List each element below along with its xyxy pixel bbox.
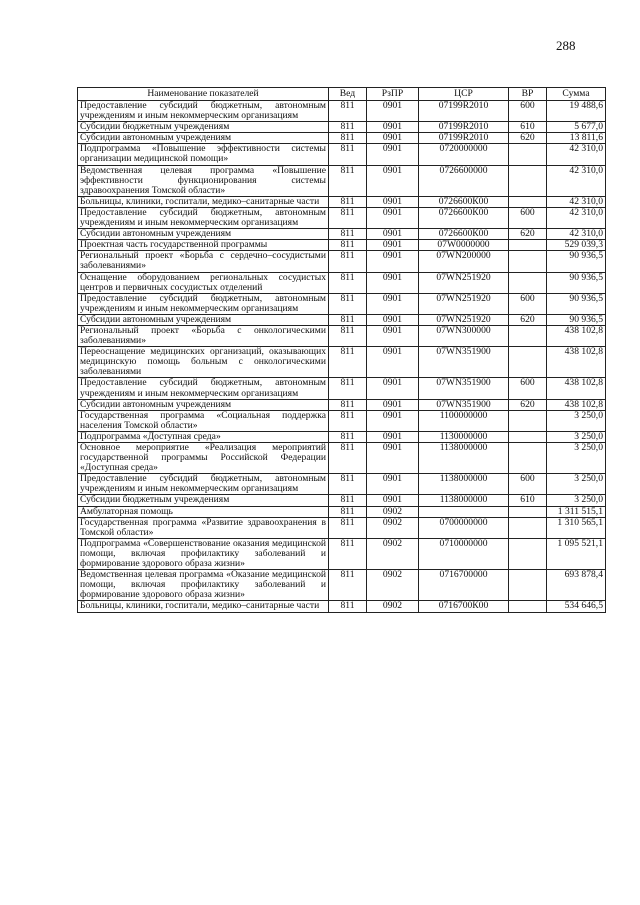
header-sum: Сумма [547, 88, 606, 101]
table-row [78, 410, 606, 431]
cell-csr: 1138000000 [419, 474, 509, 495]
table-row [78, 314, 606, 325]
cell-csr: 07WN351900 [419, 399, 509, 410]
cell-rzpr: 0901 [367, 443, 419, 474]
cell-ved: 811 [329, 314, 367, 325]
cell-rzpr: 0901 [367, 293, 419, 314]
cell-csr: 07WN251920 [419, 293, 509, 314]
cell-csr: 0710000000 [419, 538, 509, 569]
table-row [78, 443, 606, 474]
cell-ved: 811 [329, 495, 367, 506]
table-row [78, 165, 606, 196]
cell-name: Предоставление субсидий бюджетным, автономным учреждениям и иным некоммерческим организациям [78, 207, 329, 228]
cell-rzpr: 0901 [367, 325, 419, 346]
cell-sum: 534 646,5 [547, 601, 606, 612]
table-row [78, 431, 606, 442]
cell-sum: 42 310,0 [547, 196, 606, 207]
header-csr: ЦСР [419, 88, 509, 101]
cell-vr [509, 506, 547, 517]
cell-vr: 620 [509, 314, 547, 325]
cell-csr: 0726600К00 [419, 196, 509, 207]
cell-csr: 0720000000 [419, 144, 509, 165]
cell-sum: 3 250,0 [547, 474, 606, 495]
cell-ved: 811 [329, 144, 367, 165]
cell-csr: 0716700000 [419, 570, 509, 601]
cell-ved: 811 [329, 293, 367, 314]
cell-rzpr: 0902 [367, 506, 419, 517]
cell-ved: 811 [329, 101, 367, 122]
cell-sum: 13 811,6 [547, 133, 606, 144]
budget-table [77, 87, 606, 613]
cell-rzpr: 0901 [367, 207, 419, 228]
table-row [78, 495, 606, 506]
cell-csr: 07WN251920 [419, 314, 509, 325]
cell-csr: 07WN300000 [419, 325, 509, 346]
cell-ved: 811 [329, 538, 367, 569]
cell-sum: 5 677,0 [547, 122, 606, 133]
cell-vr: 610 [509, 495, 547, 506]
cell-name: Предоставление субсидий бюджетным, автономным учреждениям и иным некоммерческим организациям [78, 474, 329, 495]
cell-name: Больницы, клиники, госпитали, медико–санитарные части [78, 196, 329, 207]
cell-ved: 811 [329, 517, 367, 538]
cell-sum: 1 311 515,1 [547, 506, 606, 517]
table-row [78, 347, 606, 378]
cell-rzpr: 0901 [367, 347, 419, 378]
cell-ved: 811 [329, 410, 367, 431]
cell-rzpr: 0902 [367, 538, 419, 569]
cell-rzpr: 0901 [367, 133, 419, 144]
cell-sum: 3 250,0 [547, 410, 606, 431]
cell-ved: 811 [329, 443, 367, 474]
cell-rzpr: 0902 [367, 570, 419, 601]
cell-ved: 811 [329, 347, 367, 378]
cell-vr [509, 517, 547, 538]
cell-vr [509, 251, 547, 272]
cell-name: Подпрограмма «Повышение эффективности системы организации медицинской помощи» [78, 144, 329, 165]
cell-vr [509, 410, 547, 431]
cell-name: Проектная часть государственной программы [78, 240, 329, 251]
cell-rzpr: 0901 [367, 495, 419, 506]
cell-csr: 07199R2010 [419, 101, 509, 122]
cell-csr: 0726600К00 [419, 229, 509, 240]
cell-sum: 693 878,4 [547, 570, 606, 601]
cell-rzpr: 0901 [367, 272, 419, 293]
cell-csr: 1100000000 [419, 410, 509, 431]
table-row [78, 272, 606, 293]
cell-sum: 42 310,0 [547, 144, 606, 165]
cell-sum: 3 250,0 [547, 495, 606, 506]
cell-vr [509, 165, 547, 196]
cell-name: Оснащение оборудованием региональных сосудистых центров и первичных сосудистых отделений [78, 272, 329, 293]
cell-csr: 07199R2010 [419, 133, 509, 144]
table-header [78, 88, 606, 101]
cell-vr [509, 325, 547, 346]
cell-name: Субсидии автономным учреждениям [78, 314, 329, 325]
cell-vr [509, 272, 547, 293]
cell-name: Региональный проект «Борьба с сердечно–сосудистыми заболеваниями» [78, 251, 329, 272]
cell-name: Подпрограмма «Доступная среда» [78, 431, 329, 442]
cell-sum: 42 310,0 [547, 207, 606, 228]
cell-rzpr: 0901 [367, 229, 419, 240]
cell-name: Больницы, клиники, госпитали, медико–санитарные части [78, 601, 329, 612]
cell-ved: 811 [329, 207, 367, 228]
cell-vr: 620 [509, 229, 547, 240]
table-row [78, 122, 606, 133]
cell-vr [509, 144, 547, 165]
cell-ved: 811 [329, 601, 367, 612]
cell-sum: 438 102,8 [547, 378, 606, 399]
cell-vr [509, 601, 547, 612]
cell-rzpr: 0902 [367, 517, 419, 538]
cell-name: Ведомственная целевая программа «Оказание медицинской помощи, включая профилактику заболеваний и формирование здорового образа жизни» [78, 570, 329, 601]
table-row [78, 207, 606, 228]
cell-sum: 438 102,8 [547, 399, 606, 410]
cell-rzpr: 0901 [367, 378, 419, 399]
cell-rzpr: 0901 [367, 399, 419, 410]
table-row [78, 144, 606, 165]
cell-vr: 600 [509, 474, 547, 495]
cell-sum: 3 250,0 [547, 431, 606, 442]
cell-name: Государственная программа «Развитие здравоохранения в Томской области» [78, 517, 329, 538]
cell-csr: 07W0000000 [419, 240, 509, 251]
cell-vr: 610 [509, 122, 547, 133]
table-row [78, 538, 606, 569]
cell-sum: 1 095 521,1 [547, 538, 606, 569]
cell-rzpr: 0901 [367, 410, 419, 431]
cell-ved: 811 [329, 399, 367, 410]
cell-ved: 811 [329, 122, 367, 133]
table-row [78, 251, 606, 272]
cell-rzpr: 0901 [367, 144, 419, 165]
cell-ved: 811 [329, 229, 367, 240]
cell-ved: 811 [329, 196, 367, 207]
table-row [78, 101, 606, 122]
table-row [78, 133, 606, 144]
cell-vr [509, 538, 547, 569]
table-row [78, 601, 606, 612]
cell-csr: 07199R2010 [419, 122, 509, 133]
cell-ved: 811 [329, 240, 367, 251]
cell-name: Государственная программа «Социальная поддержка населения Томской области» [78, 410, 329, 431]
cell-name: Субсидии бюджетным учреждениям [78, 122, 329, 133]
cell-rzpr: 0901 [367, 474, 419, 495]
cell-csr: 1138000000 [419, 495, 509, 506]
cell-sum: 90 936,5 [547, 251, 606, 272]
cell-name: Основное мероприятие «Реализация мероприятий государственной программы Российской Федерации «Доступная среда» [78, 443, 329, 474]
header-row [78, 88, 606, 101]
cell-vr [509, 431, 547, 442]
cell-vr [509, 347, 547, 378]
page-number: 288 [556, 38, 576, 53]
cell-name: Субсидии автономным учреждениям [78, 133, 329, 144]
table-row [78, 517, 606, 538]
cell-vr [509, 570, 547, 601]
cell-vr: 600 [509, 101, 547, 122]
cell-vr: 620 [509, 133, 547, 144]
cell-csr [419, 506, 509, 517]
cell-ved: 811 [329, 165, 367, 196]
header-rzpr: РзПР [367, 88, 419, 101]
cell-rzpr: 0901 [367, 431, 419, 442]
cell-csr: 1130000000 [419, 431, 509, 442]
cell-name: Предоставление субсидий бюджетным, автономным учреждениям и иным некоммерческим организациям [78, 378, 329, 399]
cell-ved: 811 [329, 272, 367, 293]
cell-sum: 438 102,8 [547, 347, 606, 378]
table-row [78, 293, 606, 314]
cell-vr [509, 240, 547, 251]
cell-sum: 90 936,5 [547, 293, 606, 314]
cell-sum: 438 102,8 [547, 325, 606, 346]
cell-name: Субсидии бюджетным учреждениям [78, 495, 329, 506]
cell-sum: 529 039,3 [547, 240, 606, 251]
cell-vr: 600 [509, 293, 547, 314]
cell-csr: 0716700К00 [419, 601, 509, 612]
cell-csr: 07WN351900 [419, 378, 509, 399]
cell-vr [509, 443, 547, 474]
cell-csr: 0726600000 [419, 165, 509, 196]
cell-csr: 07WN200000 [419, 251, 509, 272]
cell-ved: 811 [329, 325, 367, 346]
cell-rzpr: 0901 [367, 165, 419, 196]
cell-rzpr: 0901 [367, 251, 419, 272]
cell-name: Переоснащение медицинских организаций, оказывающих медицинскую помощь больным с онкологическими заболеваниями [78, 347, 329, 378]
table-row [78, 399, 606, 410]
table-row [78, 325, 606, 346]
cell-ved: 811 [329, 570, 367, 601]
cell-sum: 42 310,0 [547, 165, 606, 196]
table-row [78, 196, 606, 207]
table-row [78, 378, 606, 399]
cell-sum: 90 936,5 [547, 272, 606, 293]
cell-ved: 811 [329, 251, 367, 272]
cell-name: Предоставление субсидий бюджетным, автономным учреждениям и иным некоммерческим организациям [78, 101, 329, 122]
table-row [78, 570, 606, 601]
cell-rzpr: 0901 [367, 122, 419, 133]
cell-sum: 19 488,6 [547, 101, 606, 122]
cell-rzpr: 0902 [367, 601, 419, 612]
table-body [78, 101, 606, 613]
cell-name: Амбулаторная помощь [78, 506, 329, 517]
cell-vr: 600 [509, 378, 547, 399]
cell-name: Подпрограмма «Совершенствование оказания медицинской помощи, включая профилактику заболеваний и формирование здорового образа жизни» [78, 538, 329, 569]
cell-name: Региональный проект «Борьба с онкологическими заболеваниями» [78, 325, 329, 346]
header-ved: Вед [329, 88, 367, 101]
table-row [78, 474, 606, 495]
cell-csr: 07WN251920 [419, 272, 509, 293]
table-row [78, 229, 606, 240]
cell-name: Ведомственная целевая программа «Повышение эффективности функционирования системы здравоохранения Томской области» [78, 165, 329, 196]
cell-name: Предоставление субсидий бюджетным, автономным учреждениям и иным некоммерческим организациям [78, 293, 329, 314]
cell-csr: 0726600К00 [419, 207, 509, 228]
cell-name: Субсидии автономным учреждениям [78, 399, 329, 410]
cell-csr: 07WN351900 [419, 347, 509, 378]
cell-csr: 0700000000 [419, 517, 509, 538]
cell-vr: 600 [509, 207, 547, 228]
cell-sum: 1 310 565,1 [547, 517, 606, 538]
cell-sum: 3 250,0 [547, 443, 606, 474]
cell-name: Субсидии автономным учреждениям [78, 229, 329, 240]
cell-ved: 811 [329, 133, 367, 144]
cell-vr [509, 196, 547, 207]
cell-sum: 90 936,5 [547, 314, 606, 325]
cell-csr: 1138000000 [419, 443, 509, 474]
table-row [78, 506, 606, 517]
cell-rzpr: 0901 [367, 240, 419, 251]
header-name: Наименование показателей [78, 88, 329, 101]
cell-ved: 811 [329, 506, 367, 517]
cell-vr: 620 [509, 399, 547, 410]
header-vr: ВР [509, 88, 547, 101]
cell-rzpr: 0901 [367, 314, 419, 325]
cell-rzpr: 0901 [367, 196, 419, 207]
cell-ved: 811 [329, 378, 367, 399]
cell-sum: 42 310,0 [547, 229, 606, 240]
cell-ved: 811 [329, 474, 367, 495]
cell-ved: 811 [329, 431, 367, 442]
cell-rzpr: 0901 [367, 101, 419, 122]
table-row [78, 240, 606, 251]
